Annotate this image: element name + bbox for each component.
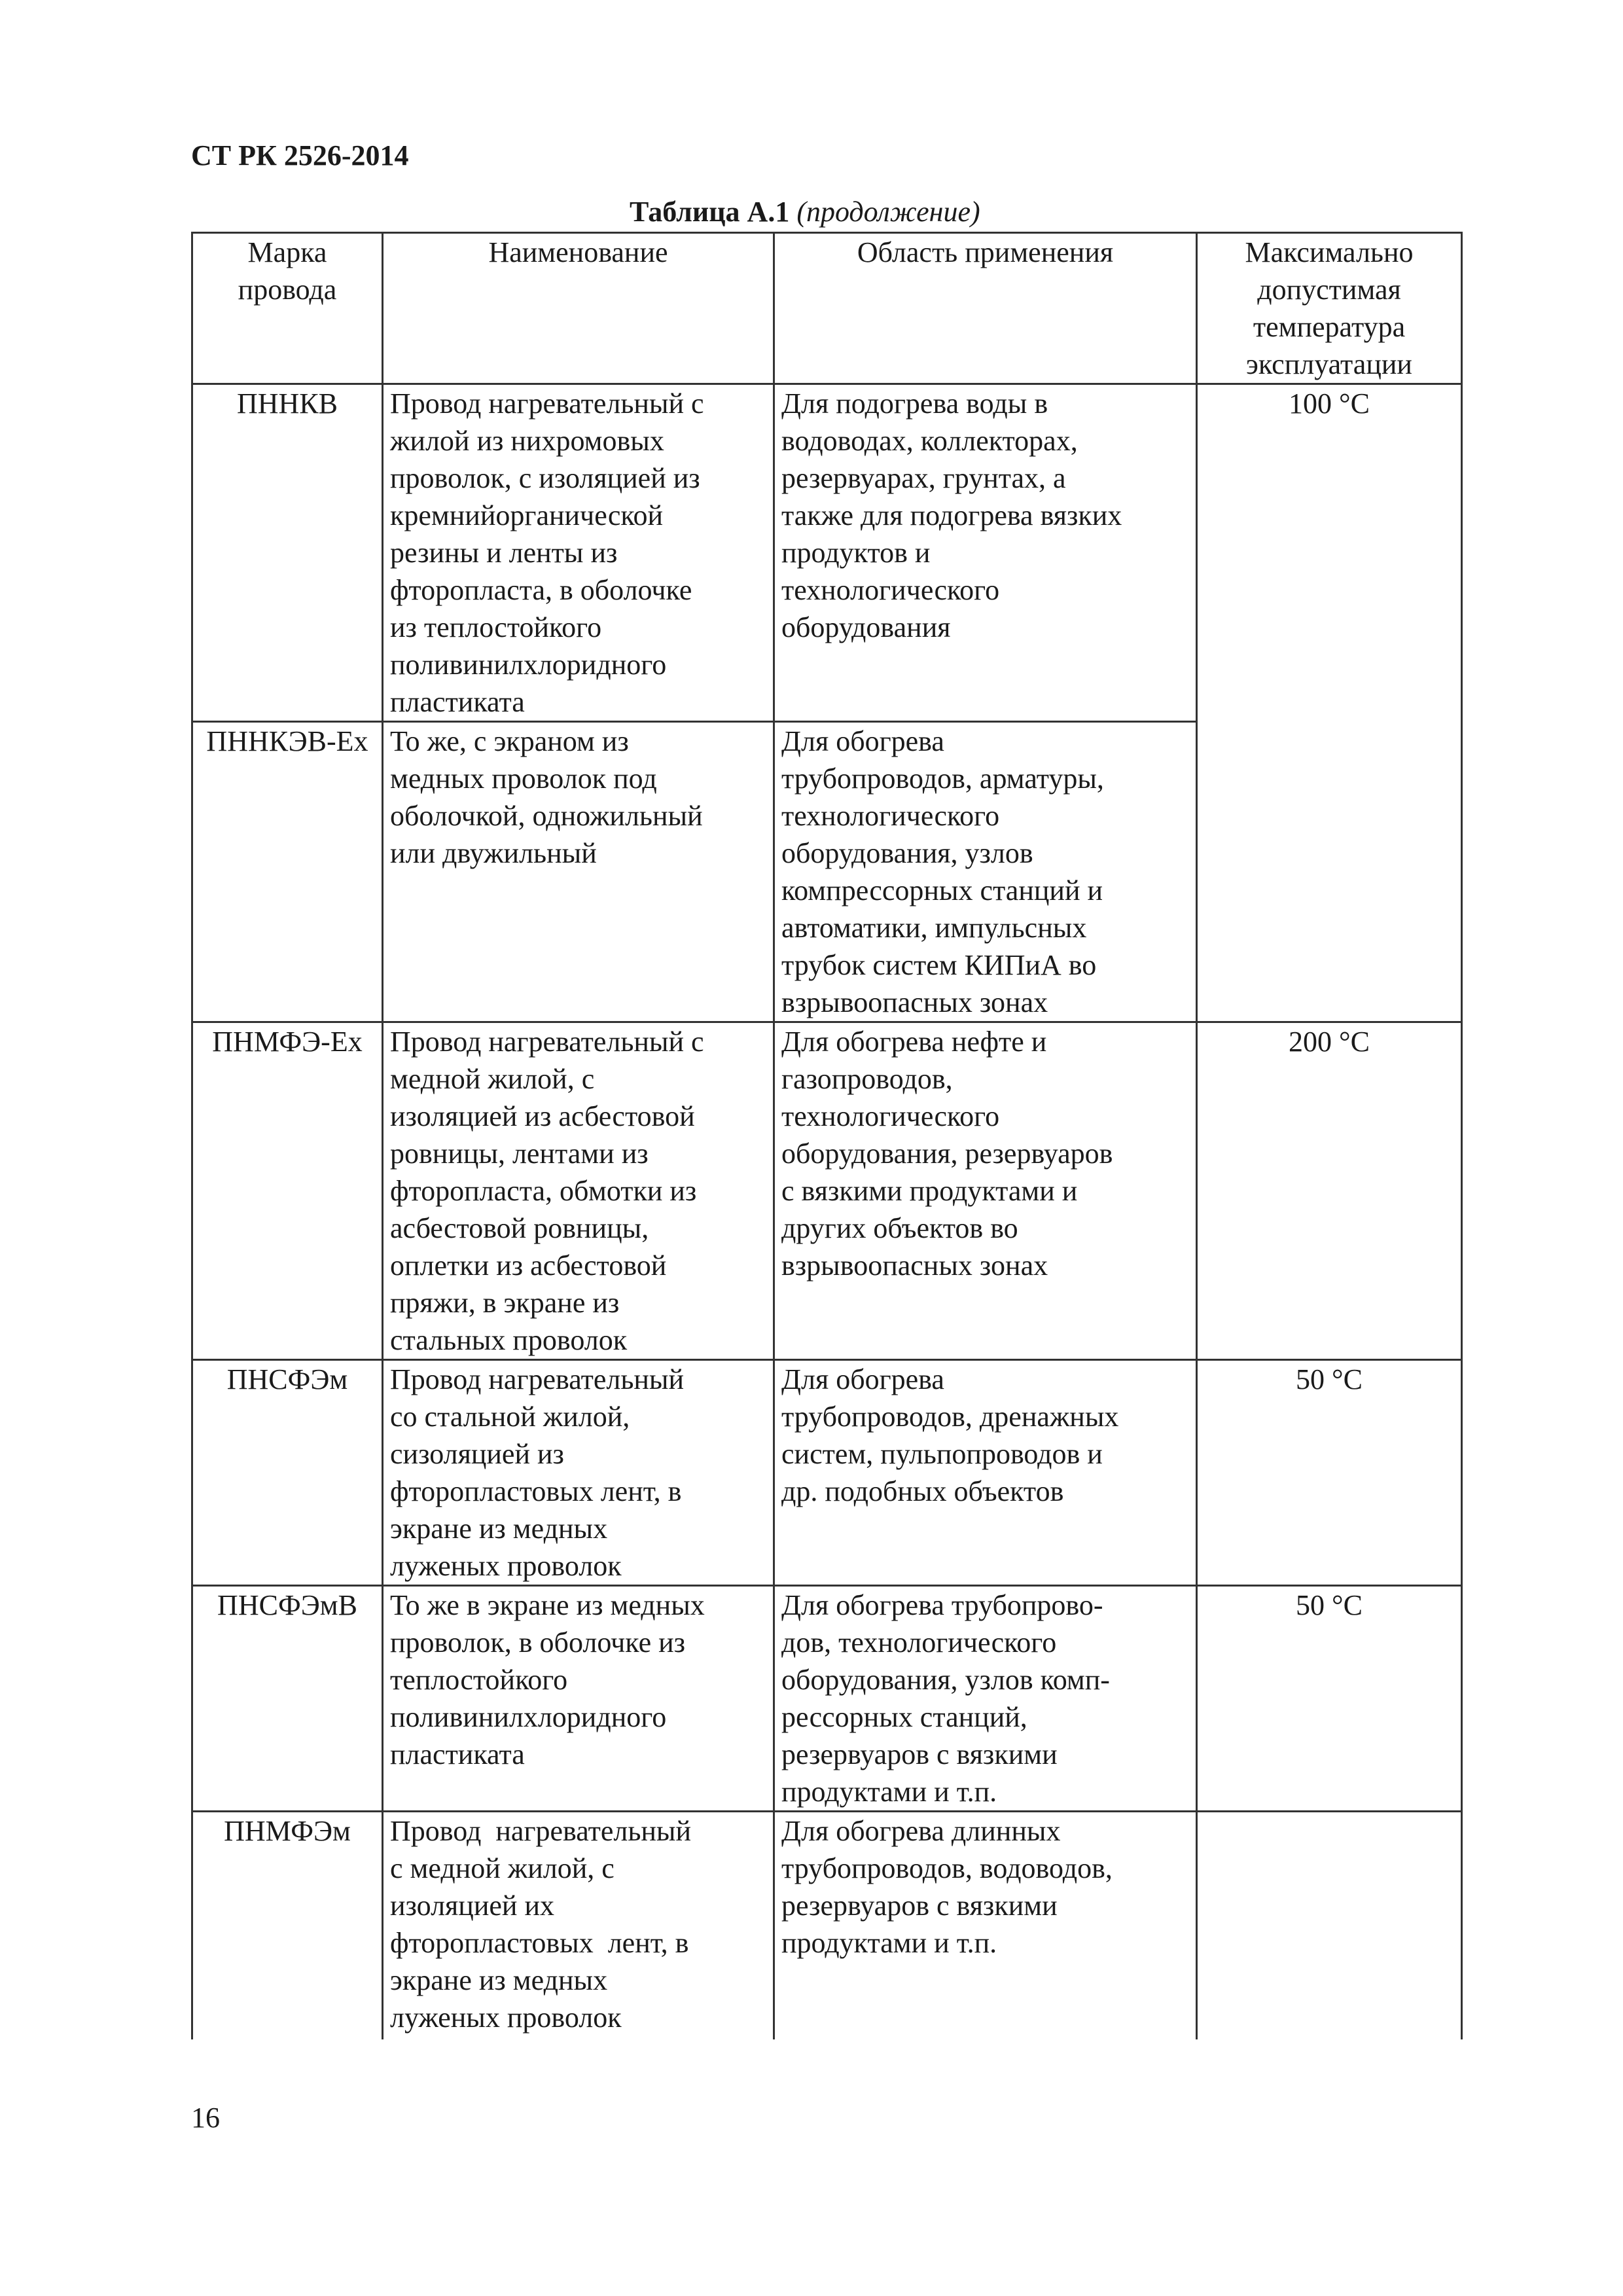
table-caption-note: (продолжение) [796, 196, 980, 228]
table-row [192, 1812, 1462, 2039]
header-cell-temperature: Максимально допустимая температура эксплуатации [1197, 233, 1462, 384]
page-number: 16 [191, 2102, 220, 2134]
table-caption-title: Таблица А.1 [630, 196, 790, 228]
cell-application: Для обогрева трубопрово- дов, технологического оборудования, узлов комп- рессорных станций, резервуаров с вязкими продуктами и т.п. [774, 1586, 1197, 1812]
cell-temperature: 100 °С [1197, 384, 1462, 1022]
cell-mark: ПНМФЭ-Ex [192, 1022, 383, 1360]
table-caption [630, 195, 980, 228]
cell-temperature [1197, 1812, 1462, 2039]
table-row [192, 1586, 1462, 1812]
table-header-row [192, 233, 1462, 384]
cell-name: То же в экране из медных проволок, в оболочке из теплостойкого поливинилхлоридного пластиката [383, 1586, 774, 1812]
cell-name: Провод нагревательный со стальной жилой, сизоляцией из фторопластовых лент, в экране из медных луженых проволок [383, 1360, 774, 1586]
cell-name: Провод нагревательный с медной жилой, с изоляцией из асбестовой ровницы, лентами из фторопласта, обмотки из асбестовой ровницы, оплетки из асбестовой пряжи, в экране из стальных проволок [383, 1022, 774, 1360]
cell-application: Для обогрева трубопроводов, арматуры, технологического оборудования, узлов компрессорных станций и автоматики, импульсных трубок систем КИПиА во взрывоопасных зонах [774, 722, 1197, 1022]
cell-mark: ПННКЭВ-Ex [192, 722, 383, 1022]
cell-application: Для обогрева нефте и газопроводов, технологического оборудования, резервуаров с вязкими продуктами и других объектов во взрывоопасных зонах [774, 1022, 1197, 1360]
cell-name: Провод нагревательный с медной жилой, с изоляцией их фторопластовых лент, в экране из медных луженых проволок [383, 1812, 774, 2039]
wire-table [191, 232, 1463, 2039]
cell-mark: ПНМФЭм [192, 1812, 383, 2039]
cell-mark: ПНСФЭмВ [192, 1586, 383, 1812]
header-cell-mark: Марка провода [192, 233, 383, 384]
document-code: СТ РК 2526-2014 [191, 139, 409, 171]
cell-name: То же, с экраном из медных проволок под оболочкой, одножильный или двужильный [383, 722, 774, 1022]
table-row [192, 384, 1462, 722]
table-row [192, 1022, 1462, 1360]
cell-name: Провод нагревательный с жилой из нихромовых проволок, с изоляцией из кремнийорганической резины и ленты из фторопласта, в оболочке из теплостойкого поливинилхлоридного пластиката [383, 384, 774, 722]
cell-application: Для обогрева трубопроводов, дренажных систем, пульпопроводов и др. подобных объектов [774, 1360, 1197, 1586]
cell-application: Для обогрева длинных трубопроводов, водоводов, резервуаров с вязкими продуктами и т.п. [774, 1812, 1197, 2039]
header-cell-application: Область применения [774, 233, 1197, 384]
cell-temperature: 50 °С [1197, 1360, 1462, 1586]
cell-mark: ПННКВ [192, 384, 383, 722]
table-row [192, 1360, 1462, 1586]
cell-application: Для подогрева воды в водоводах, коллекторах, резервуарах, грунтах, а также для подогрева вязких продуктов и технологического оборудования [774, 384, 1197, 722]
cell-temperature: 200 °С [1197, 1022, 1462, 1360]
header-cell-name: Наименование [383, 233, 774, 384]
cell-mark: ПНСФЭм [192, 1360, 383, 1586]
cell-temperature: 50 °С [1197, 1586, 1462, 1812]
